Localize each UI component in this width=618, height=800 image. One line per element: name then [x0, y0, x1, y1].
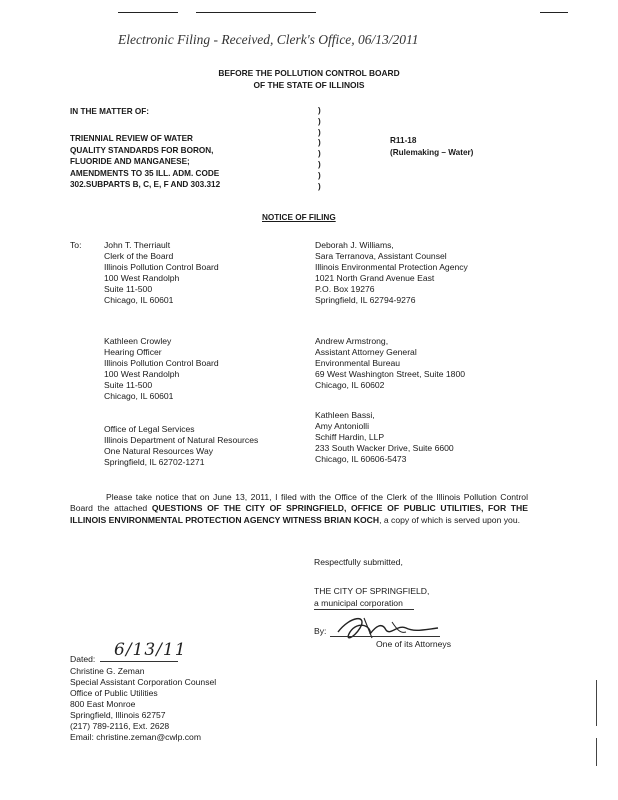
caption-line: TRIENNIAL REVIEW OF WATER [70, 134, 193, 143]
recipient-line: Hearing Officer [104, 347, 162, 357]
entity-type: a municipal corporation [314, 598, 403, 608]
recipient-line: Clerk of the Board [104, 251, 174, 261]
bracket: ) [318, 159, 321, 169]
bracket: ) [318, 138, 321, 148]
recipient-right-3 [315, 410, 454, 465]
scan-top-rule-left [118, 12, 178, 13]
recipient-line: 100 West Randolph [104, 273, 180, 283]
counsel-line: 800 East Monroe [70, 699, 136, 709]
bracket: ) [318, 127, 321, 137]
counsel-line: (217) 789-2116, Ext. 2628 [70, 721, 170, 731]
attorney-role: One of its Attorneys [376, 639, 451, 649]
efiling-stamp: Electronic Filing - Received, Clerk's Office, 06/13/2011 [118, 32, 419, 47]
notice-title: NOTICE OF FILING [262, 213, 336, 222]
recipient-right-1 [315, 240, 468, 306]
recipient-line: Schiff Hardin, LLP [315, 432, 385, 442]
recipient-line: John T. Therriault [104, 240, 171, 250]
recipient-line: Springfield, IL 62794-9276 [315, 295, 416, 305]
notice-text-before: Please take notice that on June 13, 2011, I filed with the Office of the Clerk of the Illinois Pollution Control Board the attached [70, 492, 528, 514]
counsel-line: Email: christine.zeman@cwlp.com [70, 732, 201, 742]
recipient-line: Deborah J. Williams, [315, 240, 394, 250]
bracket: ) [318, 170, 321, 180]
recipient-left-3 [104, 424, 258, 468]
recipient-left-2 [104, 336, 219, 402]
recipient-line: Assistant Attorney General [315, 347, 417, 357]
recipient-line: Illinois Pollution Control Board [104, 358, 219, 368]
recipient-line: Suite 11-500 [104, 284, 153, 294]
recipient-line: Chicago, IL 60602 [315, 380, 385, 390]
recipient-line: Illinois Pollution Control Board [104, 262, 219, 272]
recipient-line: One Natural Resources Way [104, 446, 214, 456]
scan-edge-mark [596, 738, 597, 766]
counsel-line: Office of Public Utilities [70, 688, 158, 698]
counsel-line: Special Assistant Corporation Counsel [70, 677, 217, 687]
handwritten-date: 6/13/11 [114, 640, 187, 660]
recipient-line: 1021 North Grand Avenue East [315, 273, 435, 283]
recipient-line: Suite 11-500 [104, 380, 153, 390]
signature-line [330, 636, 440, 637]
recipient-line: Illinois Environmental Protection Agency [315, 262, 468, 272]
recipient-line: Sara Terranova, Assistant Counsel [315, 251, 447, 261]
recipient-line: Amy Antoniolli [315, 421, 369, 431]
closing: Respectfully submitted, [314, 557, 403, 567]
counsel-line: Christine G. Zeman [70, 666, 145, 676]
in-the-matter-of: IN THE MATTER OF: [70, 107, 149, 116]
recipient-left-1 [104, 240, 219, 306]
scan-edge-mark [596, 680, 597, 726]
board-header-line1: BEFORE THE POLLUTION CONTROL BOARD [218, 68, 400, 78]
recipient-line: 233 South Wacker Drive, Suite 6600 [315, 443, 454, 453]
bracket: ) [318, 116, 321, 126]
recipient-line: Chicago, IL 60601 [104, 391, 174, 401]
counsel-block [70, 666, 216, 743]
counsel-line: Springfield, Illinois 62757 [70, 710, 166, 720]
recipient-line: 100 West Randolph [104, 369, 180, 379]
bracket: ) [318, 181, 321, 191]
by-label: By: [314, 626, 327, 636]
case-number: R11-18 [390, 136, 417, 145]
recipient-line: Andrew Armstrong, [315, 336, 389, 346]
caption-brackets [318, 106, 321, 192]
caption-line: AMENDMENTS TO 35 ILL. ADM. CODE [70, 168, 220, 178]
recipient-line: Environmental Bureau [315, 358, 401, 368]
caption-line: FLUORIDE AND MANGANESE; [70, 157, 190, 167]
recipient-line: Springfield, IL 62702-1271 [104, 457, 205, 467]
scan-top-rule-right [540, 12, 568, 13]
recipient-line: Kathleen Bassi, [315, 410, 375, 420]
caption-line: QUALITY STANDARDS FOR BORON, [70, 145, 214, 155]
recipient-line: 69 West Washington Street, Suite 1800 [315, 369, 466, 379]
notice-document-title: QUESTIONS OF THE CITY OF SPRINGFIELD, OFFICE OF PUBLIC UTILITIES, FOR THE ILLINOIS ENVIRONMENTAL PROTECTION AGENCY WITNESS BRIAN KOCH [70, 503, 528, 525]
case-type: (Rulemaking – Water) [390, 148, 474, 157]
to-label: To: [70, 240, 82, 250]
recipient-line: Chicago, IL 60606-5473 [315, 454, 407, 464]
dated-label: Dated: [70, 654, 96, 664]
signing-entity: THE CITY OF SPRINGFIELD, [314, 586, 430, 596]
caption-block [70, 133, 220, 191]
recipient-line: Chicago, IL 60601 [104, 295, 174, 305]
scan-top-rule-mid [196, 12, 316, 13]
caption-line: 302.SUBPARTS B, C, E, F AND 303.312 [70, 180, 221, 190]
notice-text-after: , a copy of which is served upon you. [379, 514, 520, 525]
recipient-line: Kathleen Crowley [104, 336, 172, 346]
bracket: ) [318, 106, 321, 115]
board-header-line2: OF THE STATE OF ILLINOIS [253, 80, 365, 90]
recipient-right-2 [315, 336, 465, 391]
recipient-line: Office of Legal Services [104, 424, 195, 434]
date-underline [100, 661, 178, 662]
notice-paragraph [70, 492, 528, 526]
bracket: ) [318, 149, 321, 159]
recipient-line: P.O. Box 19276 [315, 284, 375, 294]
recipient-line: Illinois Department of Natural Resources [104, 435, 259, 445]
